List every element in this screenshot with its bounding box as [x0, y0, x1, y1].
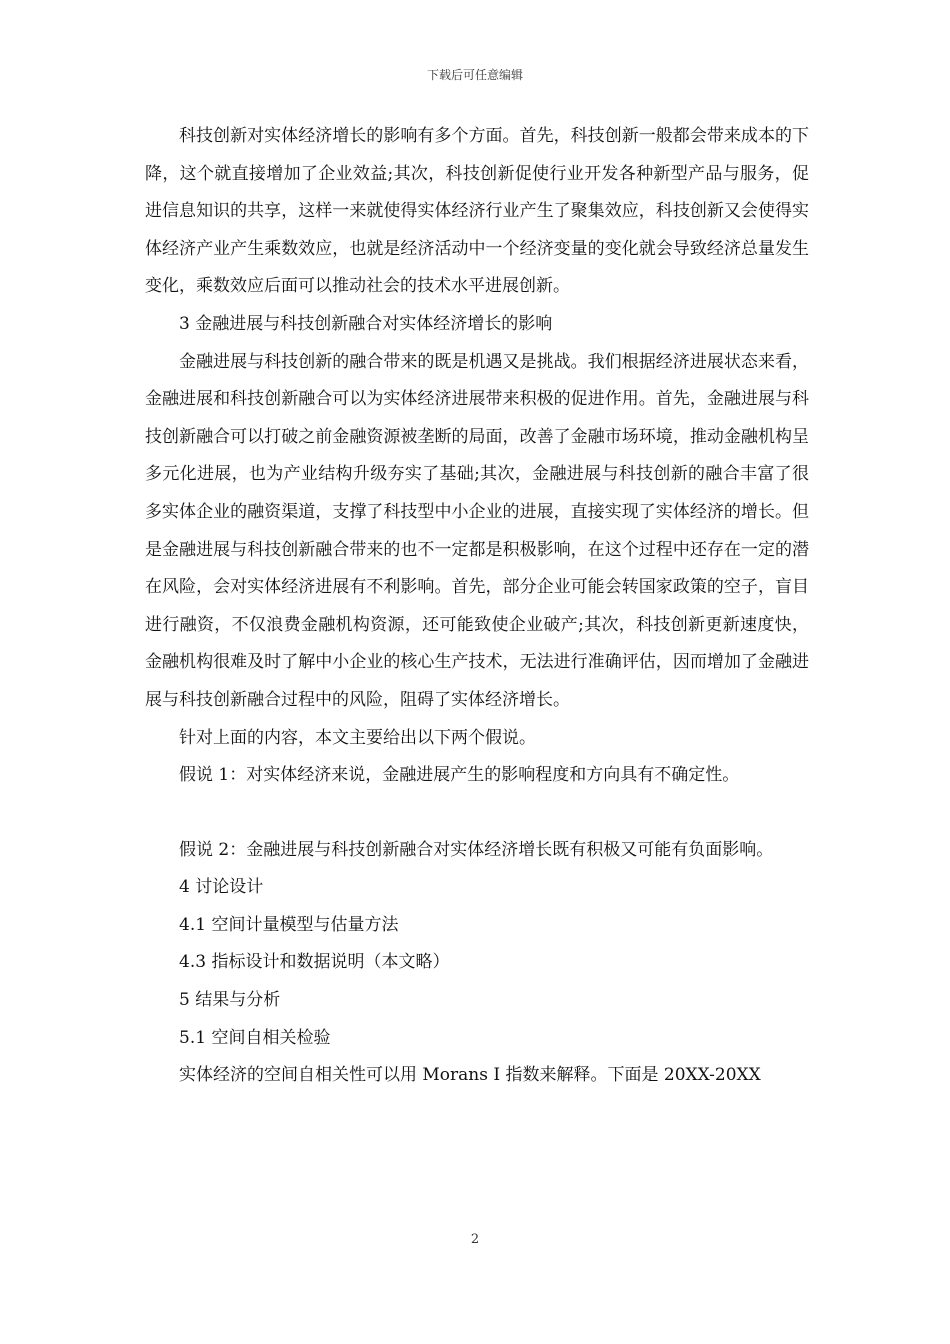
heading-section-4-1: 4.1 空间计量模型与估量方法 — [179, 914, 399, 935]
page-number: 2 — [470, 1232, 480, 1247]
page-header: 下载后可任意编辑 — [426, 68, 523, 82]
paragraph-tech-innovation: 科技创新对实体经济增长的影响有多个方面。首先，科技创新一般都会带来成本的下降，这个就直接增加了企业效益;其次，科技创新促使行业开发各种新型产品与服务，促进信息知识的共享，这样一来就使得实体经济行业产生了聚集效应，科技创新又会使得实体经济产业产生乘数效应，也就是经济活动中一个经济变量的变化就会导致经济总量发生变化，乘数效应后面可以推动社会的技术水平进展创新。 — [145, 126, 809, 297]
paragraph-fusion: 金融进展与科技创新的融合带来的既是机遇又是挑战。我们根据经济进展状态来看，金融进展和科技创新融合可以为实体经济进展带来积极的促进作用。首先，金融进展与科技创新融合可以打破之前金融资源被垄断的局面，改善了金融市场环境，推动金融机构呈多元化进展，也为产业结构升级夯实了基础;其次，金融进展与科技创新的融合丰富了很多实体企业的融资渠道，支撑了科技型中小企业的进展，直接实现了实体经济的增长。但是金融进展与科技创新融合带来的也不一定都是积极影响，在这个过程中还存在一定的潜在风险，会对实体经济进展有不利影响。首先，部分企业可能会转国家政策的空子，盲目进行融资，不仅浪费金融机构资源，还可能致使企业破产;其次，科技创新更新速度快，金融机构很难及时了解中小企业的核心生产技术，无法进行准确评估，因而增加了金融进展与科技创新融合过程中的风险，阻碍了实体经济增长。 — [145, 351, 809, 710]
heading-section-5: 5 结果与分析 — [179, 990, 281, 1011]
heading-section-4-3: 4.3 指标设计和数据说明（本文略） — [179, 952, 450, 973]
heading-section-4: 4 讨论设计 — [179, 877, 264, 898]
paragraph-morans-i: 实体经济的空间自相关性可以用 Morans I 指数来解释。下面是 20XX-20XX — [179, 1065, 761, 1086]
heading-section-5-1: 5.1 空间自相关检验 — [179, 1027, 331, 1048]
document-body — [145, 118, 809, 1095]
blank-gap — [145, 795, 809, 832]
heading-section-3: 3 金融进展与科技创新融合对实体经济增长的影响 — [179, 313, 553, 334]
paragraph-hypotheses-intro: 针对上面的内容，本文主要给出以下两个假说。 — [179, 727, 536, 748]
hypothesis-2: 假说 2：金融进展与科技创新融合对实体经济增长既有积极又可能有负面影响。 — [179, 839, 774, 860]
hypothesis-1: 假说 1：对实体经济来说，金融进展产生的影响程度和方向具有不确定性。 — [179, 765, 740, 786]
